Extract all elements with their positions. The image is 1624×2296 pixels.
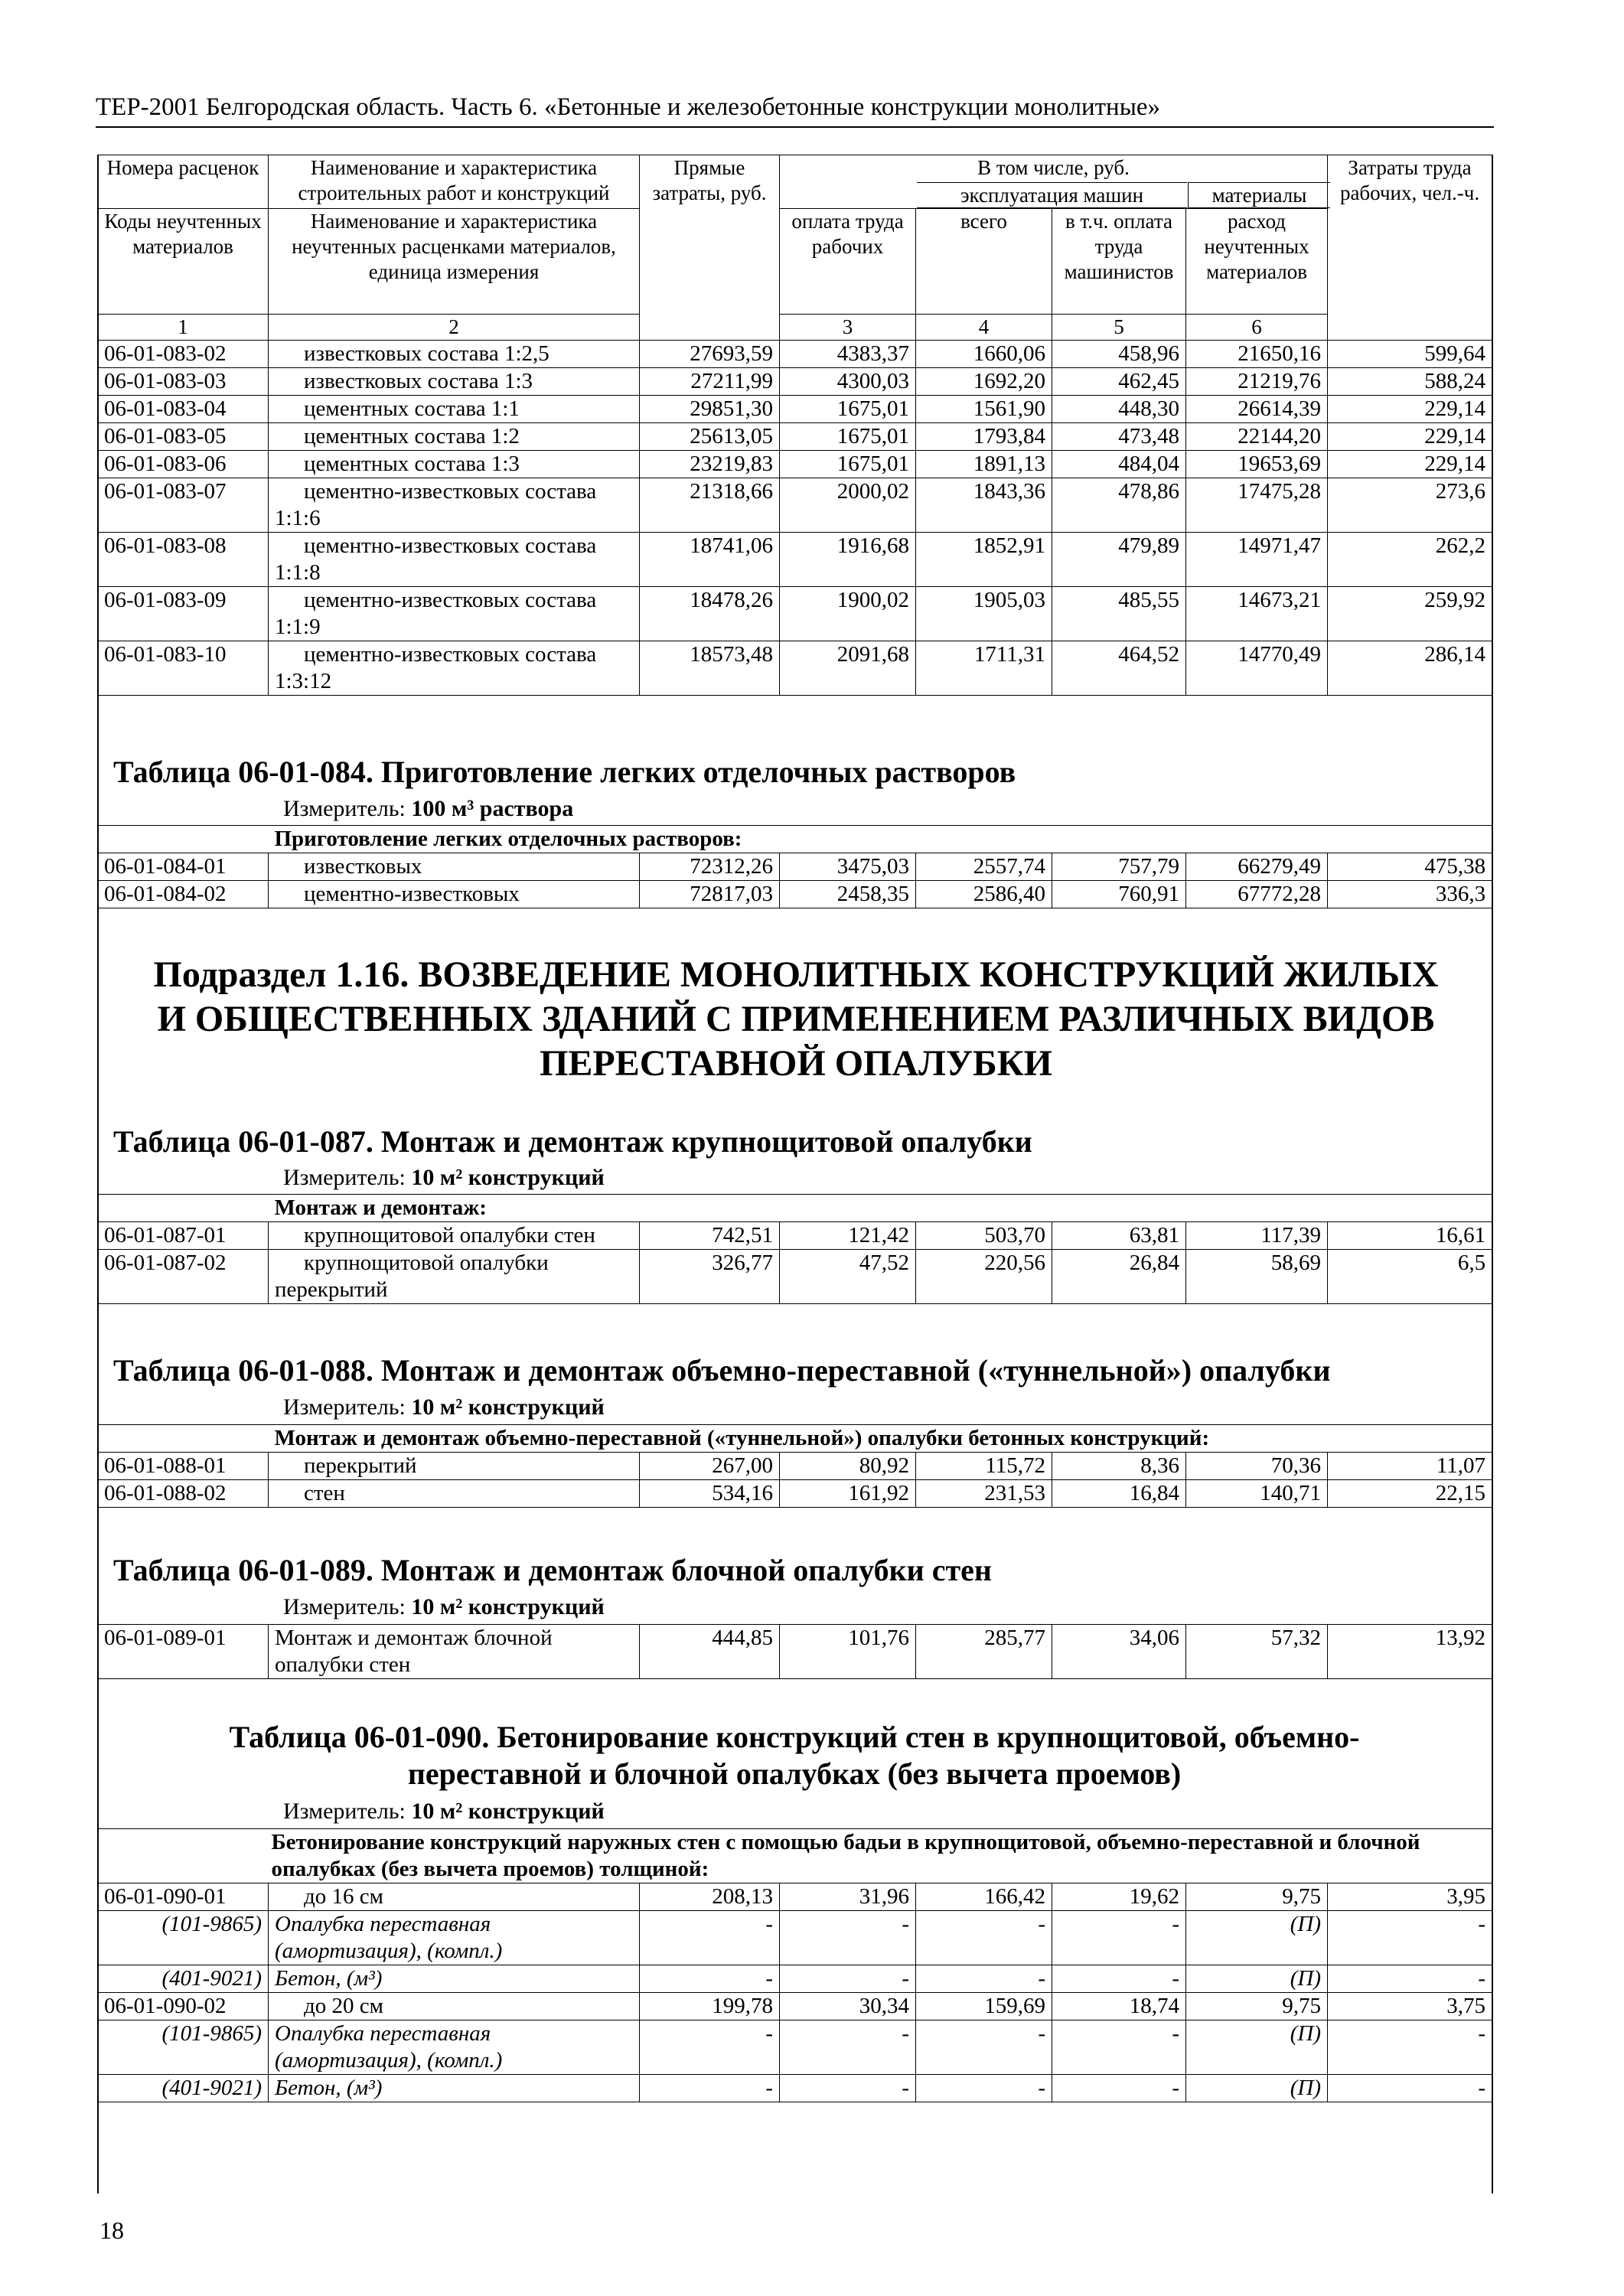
header-materialy: материалы (1188, 182, 1330, 208)
rate-value: 14673,21 (1186, 587, 1328, 641)
rate-value: 1692,20 (916, 368, 1052, 396)
colnum: 3 (780, 315, 916, 341)
rate-value: 140,71 (1186, 1480, 1328, 1508)
rate-name: стен (269, 1480, 640, 1508)
rate-value: 1561,90 (916, 396, 1052, 423)
rate-name: цементных состава 1:3 (269, 451, 640, 478)
rate-value: (П) (1186, 1965, 1328, 1993)
header-vsego: всего (916, 209, 1052, 315)
rate-value: - (1052, 1965, 1186, 1993)
rate-code: 06-01-083-07 (98, 478, 269, 533)
rate-name: Бетон, (м³) (269, 1965, 640, 1993)
rate-code: 06-01-083-09 (98, 587, 269, 641)
rate-value: 72817,03 (640, 881, 780, 908)
rate-value: 1905,03 (916, 587, 1052, 641)
table-090-title-line1: Таблица 06-01-090. Бетонирование конструкций стен в крупнощитовой, объемно- (229, 1720, 1360, 1754)
rate-value: 464,52 (1052, 641, 1186, 696)
rate-code: (101-9865) (98, 1911, 269, 1965)
rate-value: 63,81 (1052, 1222, 1186, 1250)
rate-code: (401-9021) (98, 2075, 269, 2102)
rate-value: 70,36 (1186, 1453, 1328, 1480)
rate-value: 1711,31 (916, 641, 1052, 696)
rate-name: цементно-известковых состава 1:3:12 (269, 641, 640, 696)
rate-name: цементно-известковых состава 1:1:9 (269, 587, 640, 641)
group-label: Приготовление легких отделочных растворов: (269, 826, 1492, 853)
rate-value: 2557,74 (916, 853, 1052, 881)
rate-value: - (640, 2075, 780, 2102)
rate-value: 13,92 (1328, 1625, 1492, 1679)
rate-name: известковых (269, 853, 640, 881)
rate-value: 26614,39 (1186, 396, 1328, 423)
table-088-title: Таблица 06-01-088. Монтаж и демонтаж объемно-переставной («туннельной») опалубки (113, 1353, 1331, 1388)
rate-value: 259,92 (1328, 587, 1492, 641)
rate-code: 06-01-084-02 (98, 881, 269, 908)
rate-value: 14971,47 (1186, 533, 1328, 587)
rate-value: - (916, 2075, 1052, 2102)
rate-code: 06-01-087-02 (98, 1250, 269, 1304)
rate-value: 273,6 (1328, 478, 1492, 533)
rate-value: 458,96 (1052, 341, 1186, 368)
rate-value: (П) (1186, 2020, 1328, 2075)
rate-value: 80,92 (780, 1453, 916, 1480)
rate-value: 588,24 (1328, 368, 1492, 396)
rate-code: 06-01-087-01 (98, 1222, 269, 1250)
header-naim1: Наименование и характеристика строительных работ и конструкций (269, 155, 640, 209)
rate-value: 101,76 (780, 1625, 916, 1679)
running-header: ТЕР-2001 Белгородская область. Часть 6. «Бетонные и железобетонные конструкции монолитные» (96, 93, 1494, 128)
rate-value: 27211,99 (640, 368, 780, 396)
rate-value: 1675,01 (780, 423, 916, 451)
rate-value: 231,53 (916, 1480, 1052, 1508)
rate-value: 8,36 (1052, 1453, 1186, 1480)
rate-value: - (640, 1965, 780, 1993)
table-089-unit: Измеритель: 10 м² конструкций (283, 1594, 605, 1619)
rate-value: 484,04 (1052, 451, 1186, 478)
rate-name: Опалубка переставная (амортизация), (компл.) (269, 2020, 640, 2075)
rate-code: 06-01-088-02 (98, 1480, 269, 1508)
rate-name: известковых состава 1:3 (269, 368, 640, 396)
table-row (98, 423, 1492, 451)
rate-value: - (780, 2020, 916, 2075)
rate-value: 4300,03 (780, 368, 916, 396)
table-row (98, 478, 1492, 533)
header-pryamye: Прямые затраты, руб. (640, 155, 780, 341)
rate-value: 34,06 (1052, 1625, 1186, 1679)
rate-value: - (1328, 2020, 1492, 2075)
rate-value: - (780, 2075, 916, 2102)
rate-value: 503,70 (916, 1222, 1052, 1250)
header-kody: Коды неучтенных материалов (98, 209, 269, 315)
rate-value: 29851,30 (640, 396, 780, 423)
rate-value: 16,61 (1328, 1222, 1492, 1250)
subsection-title-line2: И ОБЩЕСТВЕННЫХ ЗДАНИЙ С ПРИМЕНЕНИЕМ РАЗЛИЧНЫХ ВИДОВ (157, 999, 1435, 1039)
rate-code: 06-01-090-01 (98, 1883, 269, 1911)
table-row (98, 1625, 1492, 1679)
rate-value: 4383,37 (780, 341, 916, 368)
header-naim2: Наименование и характеристика неучтенных расценками материалов, единица измерения (269, 209, 640, 315)
table-row (98, 368, 1492, 396)
table-084-title: Таблица 06-01-084. Приготовление легких отделочных растворов (113, 755, 1016, 789)
rates-table-088 (97, 1424, 1492, 1508)
rate-value: 3475,03 (780, 853, 916, 881)
rate-code: 06-01-084-01 (98, 853, 269, 881)
table-row (98, 2020, 1492, 2075)
rates-table-083 (97, 155, 1492, 696)
rate-code: 06-01-089-01 (98, 1625, 269, 1679)
rate-value: 448,30 (1052, 396, 1186, 423)
rate-value: 22144,20 (1186, 423, 1328, 451)
rate-value: 1916,68 (780, 533, 916, 587)
rate-value: 21650,16 (1186, 341, 1328, 368)
rate-value: 199,78 (640, 1993, 780, 2020)
rate-code: (401-9021) (98, 1965, 269, 1993)
rate-value: 2586,40 (916, 881, 1052, 908)
table-row (98, 533, 1492, 587)
page-number: 18 (99, 2216, 124, 2244)
rate-value: 2091,68 (780, 641, 916, 696)
rate-value: 11,07 (1328, 1453, 1492, 1480)
rate-value: (П) (1186, 1911, 1328, 1965)
rate-value: 26,84 (1052, 1250, 1186, 1304)
group-spacer (98, 1425, 269, 1453)
rate-value: - (1328, 2075, 1492, 2102)
table-row (98, 1911, 1492, 1965)
rate-value: 285,77 (916, 1625, 1052, 1679)
table-row (98, 587, 1492, 641)
rate-value: 25613,05 (640, 423, 780, 451)
rate-code: 06-01-083-10 (98, 641, 269, 696)
rate-value: 17475,28 (1186, 478, 1328, 533)
rate-value: - (640, 1911, 780, 1965)
rate-value: (П) (1186, 2075, 1328, 2102)
table-row (98, 2075, 1492, 2102)
rate-value: - (1328, 1965, 1492, 1993)
group-label: Монтаж и демонтаж объемно-переставной («туннельной») опалубки бетонных конструкций: (269, 1425, 1492, 1453)
table-row (98, 1965, 1492, 1993)
rate-value: 19653,69 (1186, 451, 1328, 478)
rate-value: 3,75 (1328, 1993, 1492, 2020)
rate-value: 121,42 (780, 1222, 916, 1250)
rate-value: 67772,28 (1186, 881, 1328, 908)
header-rashod: расход неучтенных материалов (1186, 209, 1328, 315)
rate-value: 14770,49 (1186, 641, 1328, 696)
table-row (98, 396, 1492, 423)
rates-table-087 (97, 1194, 1492, 1304)
header-vtch: в т.ч. оплата труда машинистов (1052, 209, 1186, 315)
header-nomera: Номера расценок (98, 155, 269, 209)
table-row (98, 1222, 1492, 1250)
rate-name: цементно-известковых состава 1:1:8 (269, 533, 640, 587)
rate-code: 06-01-083-02 (98, 341, 269, 368)
colnum: 1 (98, 315, 269, 341)
rate-name: перекрытий (269, 1453, 640, 1480)
rate-value: 18478,26 (640, 587, 780, 641)
rate-value: 760,91 (1052, 881, 1186, 908)
rate-value: 1793,84 (916, 423, 1052, 451)
table-087-unit: Измеритель: 10 м² конструкций (283, 1165, 605, 1190)
rate-name: известковых состава 1:2,5 (269, 341, 640, 368)
rate-value: 1843,36 (916, 478, 1052, 533)
rate-value: 1675,01 (780, 396, 916, 423)
rate-value: 9,75 (1186, 1883, 1328, 1911)
subsection-title-line1: Подраздел 1.16. ВОЗВЕДЕНИЕ МОНОЛИТНЫХ КОНСТРУКЦИЙ ЖИЛЫХ (153, 954, 1439, 995)
rate-code: 06-01-083-08 (98, 533, 269, 587)
rate-name: до 20 см (269, 1993, 640, 2020)
rate-value: 262,2 (1328, 533, 1492, 587)
table-row (98, 1250, 1492, 1304)
header-v-tom-chisle: В том числе, руб. (780, 155, 1328, 209)
rate-value: 18741,06 (640, 533, 780, 587)
header-oplata: оплата труда рабочих (780, 209, 916, 315)
rate-value: - (1052, 2020, 1186, 2075)
table-row (98, 1883, 1492, 1911)
rate-code: (101-9865) (98, 2020, 269, 2075)
rate-name: крупнощитовой опалубки стен (269, 1222, 640, 1250)
rate-value: 30,34 (780, 1993, 916, 2020)
rate-code: 06-01-083-06 (98, 451, 269, 478)
group-spacer (98, 1195, 269, 1222)
rate-value: 1660,06 (916, 341, 1052, 368)
rate-value: - (780, 1965, 916, 1993)
rate-code: 06-01-088-01 (98, 1453, 269, 1480)
rate-code: 06-01-090-02 (98, 1993, 269, 2020)
rate-value: 31,96 (780, 1883, 916, 1911)
rate-value: 66279,49 (1186, 853, 1328, 881)
subsection-title-line3: ПЕРЕСТАВНОЙ ОПАЛУБКИ (540, 1043, 1052, 1084)
table-row (98, 341, 1492, 368)
rate-value: 159,69 (916, 1993, 1052, 2020)
table-088-unit: Измеритель: 10 м² конструкций (283, 1394, 605, 1420)
colnum: 6 (1186, 315, 1328, 341)
group-label: Бетонирование конструкций наружных стен с помощью бадьи в крупнощитовой, объемно-переставной и блочной опалубках (без вычета проемов) толщиной: (269, 1829, 1492, 1883)
colnum: 2 (269, 315, 640, 341)
table-row (98, 1993, 1492, 2020)
group-label: Монтаж и демонтаж: (269, 1195, 1492, 1222)
rate-value: 444,85 (640, 1625, 780, 1679)
table-row (98, 881, 1492, 908)
rate-name: Бетон, (м³) (269, 2075, 640, 2102)
table-row (98, 1480, 1492, 1508)
rate-value: 72312,26 (640, 853, 780, 881)
table-row (98, 853, 1492, 881)
rate-value: 27693,59 (640, 341, 780, 368)
rates-table-090 (97, 1828, 1492, 2102)
rate-name: цементных состава 1:1 (269, 396, 640, 423)
rate-value: 1675,01 (780, 451, 916, 478)
rate-value: 1900,02 (780, 587, 916, 641)
rate-name: цементных состава 1:2 (269, 423, 640, 451)
rate-value: 757,79 (1052, 853, 1186, 881)
rate-value: 166,42 (916, 1883, 1052, 1911)
rate-value: 599,64 (1328, 341, 1492, 368)
rate-value: 23219,83 (640, 451, 780, 478)
rate-value: 229,14 (1328, 396, 1492, 423)
rate-value: - (916, 1965, 1052, 1993)
rate-value: 336,3 (1328, 881, 1492, 908)
rates-table-084 (97, 825, 1492, 908)
rate-value: - (916, 1911, 1052, 1965)
rate-value: 326,77 (640, 1250, 780, 1304)
rate-value: 9,75 (1186, 1993, 1328, 2020)
table-row (98, 451, 1492, 478)
rate-value: 117,39 (1186, 1222, 1328, 1250)
rate-value: 475,38 (1328, 853, 1492, 881)
table-090-unit: Измеритель: 10 м² конструкций (283, 1799, 605, 1824)
rate-value: 115,72 (916, 1453, 1052, 1480)
colnum: 5 (1052, 315, 1186, 341)
rate-value: 485,55 (1052, 587, 1186, 641)
rate-value: 1852,91 (916, 533, 1052, 587)
rate-name: Опалубка переставная (амортизация), (компл.) (269, 1911, 640, 1965)
rate-value: 1891,13 (916, 451, 1052, 478)
table-089-title: Таблица 06-01-089. Монтаж и демонтаж блочной опалубки стен (113, 1553, 992, 1587)
rate-value: 229,14 (1328, 423, 1492, 451)
rate-value: 19,62 (1052, 1883, 1186, 1911)
table-087-title: Таблица 06-01-087. Монтаж и демонтаж крупнощитовой опалубки (113, 1124, 1032, 1159)
rate-value: 229,14 (1328, 451, 1492, 478)
rate-value: 16,84 (1052, 1480, 1186, 1508)
rate-value: 742,51 (640, 1222, 780, 1250)
rate-value: 2000,02 (780, 478, 916, 533)
rate-value: 534,16 (640, 1480, 780, 1508)
rate-name: Монтаж и демонтаж блочной опалубки стен (269, 1625, 640, 1679)
rate-value: 18573,48 (640, 641, 780, 696)
rate-name: цементно-известковых (269, 881, 640, 908)
rate-value: 286,14 (1328, 641, 1492, 696)
group-spacer (98, 1829, 269, 1883)
rate-value: - (780, 1911, 916, 1965)
rate-value: 208,13 (640, 1883, 780, 1911)
rate-value: - (640, 2020, 780, 2075)
rate-value: - (1052, 1911, 1186, 1965)
rate-code: 06-01-083-03 (98, 368, 269, 396)
rate-value: - (1328, 1911, 1492, 1965)
rate-value: - (916, 2020, 1052, 2075)
rate-name: крупнощитовой опалубки перекрытий (269, 1250, 640, 1304)
rate-value: 161,92 (780, 1480, 916, 1508)
colnum: 4 (916, 315, 1052, 341)
rate-value: 18,74 (1052, 1993, 1186, 2020)
rate-value: 479,89 (1052, 533, 1186, 587)
rate-code: 06-01-083-05 (98, 423, 269, 451)
rate-value: 220,56 (916, 1250, 1052, 1304)
table-084-unit: Измеритель: 100 м³ раствора (283, 796, 574, 821)
rate-value: 58,69 (1186, 1250, 1328, 1304)
rate-name: до 16 см (269, 1883, 640, 1911)
table-row (98, 641, 1492, 696)
rate-value: 21219,76 (1186, 368, 1328, 396)
table-row (98, 1453, 1492, 1480)
rate-value: 462,45 (1052, 368, 1186, 396)
rates-table-089 (97, 1624, 1492, 1679)
rate-value: 3,95 (1328, 1883, 1492, 1911)
group-spacer (98, 826, 269, 853)
rate-value: 6,5 (1328, 1250, 1492, 1304)
header-zatraty: Затраты труда рабочих, чел.-ч. (1328, 155, 1492, 341)
rate-value: 57,32 (1186, 1625, 1328, 1679)
rate-value: - (1052, 2075, 1186, 2102)
header-ekspl: эксплуатация машин (917, 182, 1187, 208)
rate-value: 47,52 (780, 1250, 916, 1304)
table-090-title-line2: переставной и блочной опалубках (без вычета проемов) (407, 1756, 1182, 1791)
rate-value: 478,86 (1052, 478, 1186, 533)
rate-value: 267,00 (640, 1453, 780, 1480)
rate-value: 473,48 (1052, 423, 1186, 451)
rate-value: 2458,35 (780, 881, 916, 908)
rate-value: 22,15 (1328, 1480, 1492, 1508)
rate-code: 06-01-083-04 (98, 396, 269, 423)
rate-value: 21318,66 (640, 478, 780, 533)
rate-name: цементно-известковых состава 1:1:6 (269, 478, 640, 533)
